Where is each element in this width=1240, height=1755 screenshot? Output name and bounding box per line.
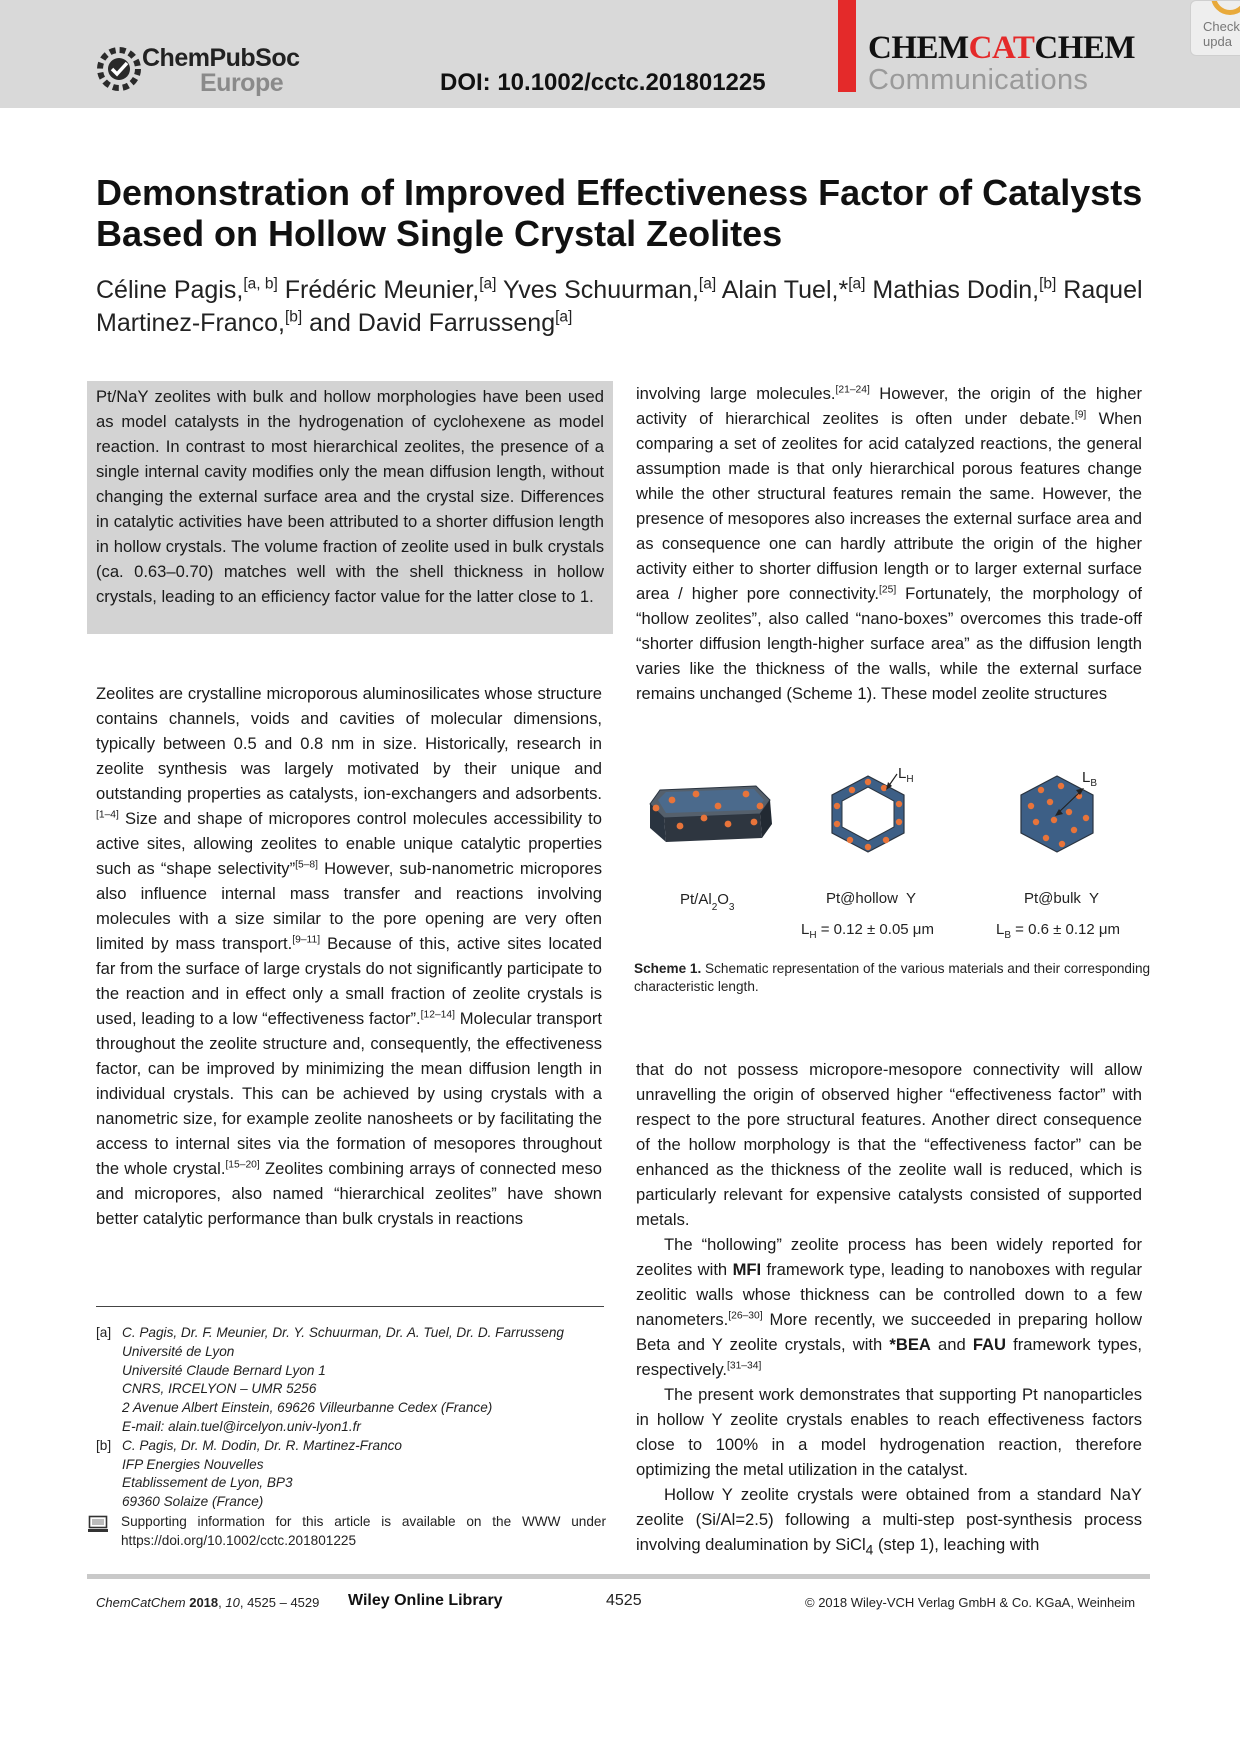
scheme-lb-value <box>996 921 1120 941</box>
check-updates-label: Check upda <box>1203 19 1240 49</box>
supporting-info-text[interactable]: Supporting information for this article is available on the WWW under https://doi.org/10.1002/cctc.201801225 <box>121 1514 606 1548</box>
affiliation-line: CNRS, IRCELYON – UMR 5256 <box>122 1381 317 1397</box>
journal-accent-bar <box>838 0 856 92</box>
pt-al2o3-crystal-drawing <box>650 786 772 842</box>
journal-name <box>868 30 1135 67</box>
affiliation-a-label: [a] <box>96 1325 112 1340</box>
author-list: Céline Pagis,[a, b] Frédéric Meunier,[a] Yves Schuurman,[a] Alain Tuel,*[a] Mathias Dodin,[b] Raquel Martinez-Franco,[b] and David Farrusseng[a] <box>96 275 1143 337</box>
lh-value-text: = 0.12 ± 0.05 μm <box>816 921 934 938</box>
scheme-caption <box>634 960 1154 996</box>
check-updates-icon <box>1211 0 1240 15</box>
lb-subscript: B <box>1004 930 1012 941</box>
affiliation-line: C. Pagis, Dr. F. Meunier, Dr. Y. Schuurman, Dr. A. Tuel, Dr. D. Farrusseng <box>122 1325 564 1340</box>
scheme-1-figure <box>636 760 1142 950</box>
lb-symbol: L <box>996 921 1005 938</box>
lh-marker-label: $L_H$ <box>898 765 914 785</box>
affiliation-line: Etablissement de Lyon, BP3 <box>122 1475 293 1491</box>
journal-name-part3: CHEM <box>1034 30 1136 66</box>
hollow-y-crystal-drawing <box>832 774 904 852</box>
body-paragraph: that do not possess micropore-mesopore connectivity will allow unravelling the origin of observed higher “effectiveness factor” with respect to the pore structural features. Another direct consequence of the hollow morphology is that the “effectiveness factor” can be enhanced as the thickness of the zeolite wall is reduced, which is particularly relevant for expensive catalysts consisted of supported metals. <box>636 1060 1142 1229</box>
scheme-lh-value <box>801 921 934 941</box>
footer-divider <box>87 1574 1150 1579</box>
copyright-notice: © 2018 Wiley-VCH Verlag GmbH & Co. KGaA, Weinheim <box>805 1595 1136 1610</box>
lh-symbol: L <box>801 921 810 938</box>
article-title: Demonstration of Improved Effectiveness Factor of Catalysts Based on Hollow Single Crystal Zeolites <box>96 172 1143 254</box>
journal-name-part2: CAT <box>968 30 1035 66</box>
affiliation-a <box>96 1324 606 1437</box>
article-type: Communications <box>868 64 1089 96</box>
society-logo-sub: Europe <box>200 69 284 97</box>
scheme-label-pt-al2o3: $Pt/Al_2O_3$ <box>680 891 735 913</box>
affiliation-line: Université Claude Bernard Lyon 1 <box>122 1362 326 1378</box>
affiliation-b-label: [b] <box>96 1437 112 1453</box>
right-column-paragraph: involving large molecules.[21–24] However, the origin of the higher activity of hierarchical zeolites is often under debate.[9] When comparing a set of zeolites for acid catalyzed reactions, the general assumption made is that only hierarchical porous features change while the other structural features remain the same. However, the presence of mesopores also increases the external surface area and as consequence one can hardly attribute the origin of the higher activity either to shorter diffusion length or to larger external surface area / higher pore connectivity.[25] Fortunately, the morphology of “hollow zeolites”, also called “nano-boxes” overcomes this trade-off “shorter diffusion length-higher surface area” as the diffusion length varies like the thickness of the walls, while the external surface remains unchanged (Scheme 1). These model zeolite structures <box>636 384 1142 703</box>
footnote-divider <box>96 1306 604 1307</box>
affiliation-line: Université de Lyon <box>122 1343 235 1359</box>
doi-link[interactable]: DOI: 10.1002/cctc.201801225 <box>440 69 766 96</box>
citation-info: ChemCatChem 2018, 10, 4525 – 4529 <box>96 1595 320 1610</box>
scheme-caption-text: Schematic representation of the various materials and their corresponding characteristic length. <box>634 961 1151 994</box>
lb-value-text: = 0.6 ± 0.12 μm <box>1011 921 1121 938</box>
body-paragraph: The present work demonstrates that supporting Pt nanoparticles in hollow Y zeolite crystals enables to reach effectiveness factors close to 100% in a model hydrogenation reaction, therefore optimizing the metal utilization in the catalyst. <box>636 1385 1142 1479</box>
right-column-lower-text <box>636 1057 1142 1562</box>
computer-icon <box>88 1515 108 1533</box>
scheme-label-hollow: Pt@hollow Y <box>826 890 916 907</box>
affiliation-line: IFP Energies Nouvelles <box>122 1456 264 1472</box>
lb-marker-label: $L_B$ <box>1082 769 1098 789</box>
society-logo-name: ChemPubSoc <box>142 44 300 72</box>
body-paragraph: The “hollowing” zeolite process has been widely reported for zeolites with MFI framework type, leading to nanoboxes with regular zeolitic walls whose thickness can be controlled down to a few nanometers.[26–30] More recently, we succeeded in preparing hollow Beta and Y zeolite crystals, with *BEA and FAU framework types, respectively.[31–34] <box>636 1235 1142 1379</box>
lh-subscript: H <box>809 930 817 941</box>
body-paragraph: Hollow Y zeolite crystals were obtained from a standard NaY zeolite (Si/Al=2.5) following a multi-step post-synthesis process involving dealumination by SiCl$_4$ (step 1), leaching with <box>636 1485 1142 1558</box>
scheme-caption-label: Scheme 1. <box>634 961 702 976</box>
affiliation-footnotes <box>96 1324 606 1512</box>
affiliation-b <box>96 1437 606 1512</box>
page-number: 4525 <box>606 1592 642 1609</box>
abstract: Pt/NaY zeolites with bulk and hollow morphologies have been used as model catalysts in the hydrogenation of cyclohexene as model reaction. In contrast to most hierarchical zeolites, the presence of a single internal cavity modifies only the mean diffusion length, without changing the external surface area and the crystal size. Differences in catalytic activities have been attributed to a shorter diffusion length in hollow crystals. The volume fraction of zeolite used in bulk crystals (ca. 0.63–0.70) matches well with the shell thickness in hollow crystals, leading to an efficiency factor value for the latter close to 1. <box>96 387 604 606</box>
journal-name-part1: CHEM <box>868 30 969 66</box>
scheme-label-bulk: Pt@bulk Y <box>1024 890 1099 907</box>
affiliation-line: C. Pagis, Dr. M. Dodin, Dr. R. Martinez-Franco <box>122 1437 402 1453</box>
wiley-online-library-link[interactable]: Wiley Online Library <box>348 1592 503 1609</box>
corresponding-email[interactable]: E-mail: alain.tuel@ircelyon.univ-lyon1.fr <box>122 1418 361 1434</box>
affiliation-line: 69360 Solaize (France) <box>122 1494 264 1510</box>
chempubsoc-logo-icon <box>96 46 142 92</box>
check-for-updates-button[interactable] <box>1190 0 1240 56</box>
intro-paragraph: Zeolites are crystalline microporous aluminosilicates whose structure contains channels, voids and cavities of molecular dimensions, typically between 0.5 and 0.8 nm in size. Historically, research in zeolite synthesis was largely motivated by their unique and outstanding properties as catalysts, ion-exchangers and adsorbents.[1–4] Size and shape of micropores control molecules accessibility to active sites, allowing zeolites to enable unique catalytic properties such as “shape selectivity”[5–8] However, sub-nanometric micropores also influence internal mass transfer and reactions involving molecules with a size similar to the pore opening are very often limited by mass transport.[9–11] Because of this, active sites located far from the surface of large crystals do not significantly participate to the reaction and in effect only a small fraction of zeolite crystals is used, leading to a low “effectiveness factor”.[12–14] Molecular transport throughout the zeolite structure and, consequently, the effectiveness factor, can be improved by minimizing the mean diffusion length in individual crystals. This can be achieved by using crystals with a nanometric size, for example zeolite nanosheets or by facilitating the access to internal sites via the formation of mesopores throughout the whole crystal.[15–20] Zeolites combining arrays of connected meso and micropores, also named “hierarchical zeolites” have shown better catalytic performance than bulk crystals in reactions <box>96 684 603 1228</box>
bulk-y-crystal-drawing <box>1021 776 1093 852</box>
affiliation-line: 2 Avenue Albert Einstein, 69626 Villeurbanne Cedex (France) <box>122 1400 493 1416</box>
